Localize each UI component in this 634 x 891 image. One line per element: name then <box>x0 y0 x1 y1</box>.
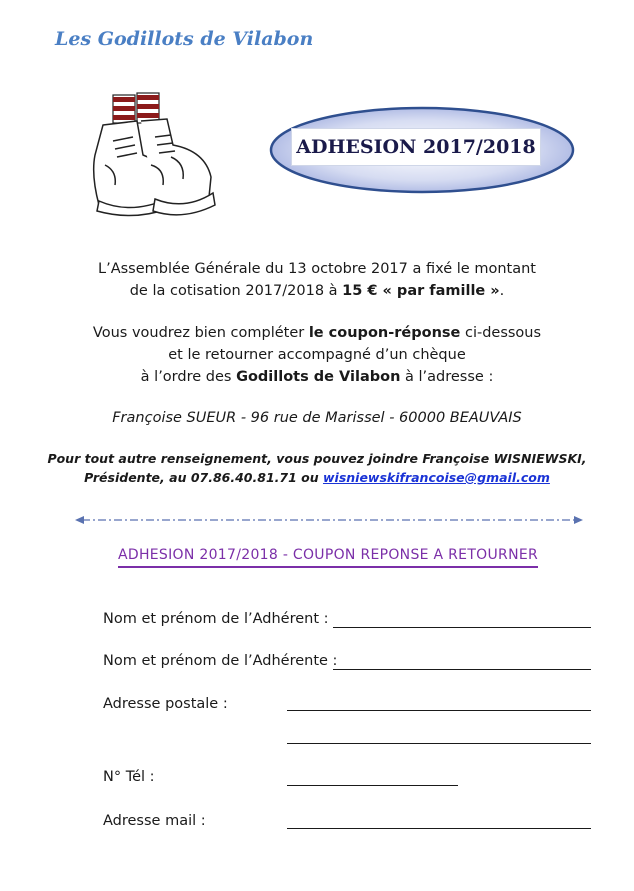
postal-address: Françoise SUEUR - 96 rue de Marissel - 60000 BEAUVAIS <box>112 410 522 426</box>
coupon-title: ADHESION 2017/2018 - COUPON REPONSE A RETOURNER <box>118 547 538 568</box>
club-logo <box>55 28 314 235</box>
contact-email-link[interactable]: wisniewskifrancoise@gmail.com <box>322 470 550 485</box>
instructions-line-2: et le retourner accompagné d’un chèque <box>168 347 466 363</box>
intro-line-2 <box>0 281 634 301</box>
adherent-name-label: Nom et prénom de l’Adhérent : <box>103 611 329 627</box>
membership-fee: 15 € « par famille » <box>342 283 500 299</box>
logo-text: Les Godillots de Vilabon <box>55 28 314 50</box>
page-title: ADHESION 2017/2018 <box>291 128 541 166</box>
socks-icon <box>113 93 159 123</box>
contact-line-2 <box>0 468 634 488</box>
email-label: Adresse mail : <box>103 813 206 829</box>
boots-logo-image <box>55 28 314 235</box>
intro-line-2-suffix: . <box>499 283 505 299</box>
adherente-name-field[interactable] <box>333 669 591 670</box>
postal-address-label: Adresse postale : <box>103 696 228 712</box>
email-field[interactable] <box>287 828 591 829</box>
hiking-boots-icon <box>94 119 215 216</box>
instructions-line-1-prefix: Vous voudrez bien compléter <box>92 325 309 341</box>
intro-line-2-prefix: de la cotisation 2017/2018 à <box>129 283 343 299</box>
instructions-line-3 <box>0 367 634 387</box>
cut-divider <box>74 510 584 530</box>
dash-dot-arrow-line <box>74 510 584 530</box>
phone-field[interactable] <box>287 785 458 786</box>
intro-line-1: L’Assemblée Générale du 13 octobre 2017 a fixé le montant <box>98 261 536 277</box>
instructions-line-1 <box>0 323 634 343</box>
postal-address-field-line-1[interactable] <box>287 710 591 711</box>
instructions-line-1-suffix: ci-dessous <box>460 325 542 341</box>
coupon-reponse-bold: le coupon-réponse <box>308 325 461 341</box>
instructions-line-3-suffix: à l’adresse : <box>400 369 494 385</box>
contact-line-2-prefix: Présidente, au 07.86.40.81.71 ou <box>84 470 323 485</box>
club-name-bold: Godillots de Vilabon <box>236 369 401 385</box>
contact-line-1: Pour tout autre renseignement, vous pouvez joindre Françoise WISNIEWSKI, <box>47 451 587 466</box>
postal-address-field-line-2[interactable] <box>287 743 591 744</box>
adherent-name-field[interactable] <box>333 627 591 628</box>
instructions-line-3-prefix: à l’ordre des <box>140 369 237 385</box>
adherente-name-label: Nom et prénom de l’Adhérente : <box>103 653 338 669</box>
phone-label: N° Tél : <box>103 769 155 785</box>
